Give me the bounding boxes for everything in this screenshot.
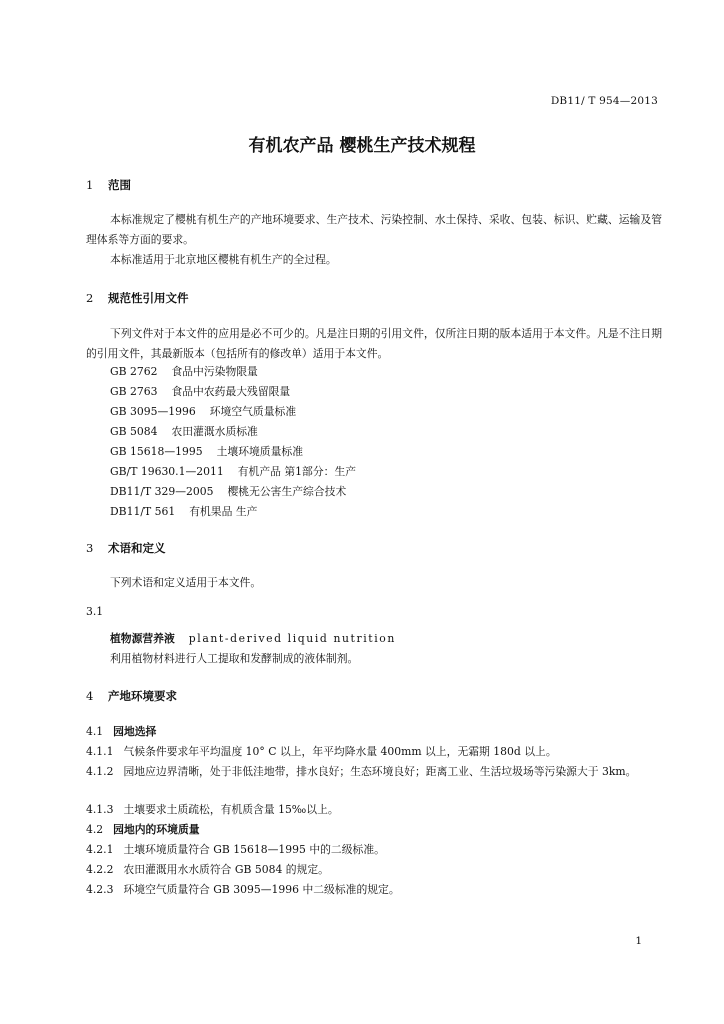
section-4-heading [86,688,177,704]
clause-text: 环境空气质量符合 GB 3095—1996 中二级标准的规定。 [123,883,400,896]
reference-name: 环境空气质量标准 [209,405,297,418]
clause-4-1-1 [86,744,557,759]
clause-number: 4.2.1 [86,843,114,856]
reference-item [110,384,290,399]
clause-text: 土壤要求土质疏松，有机质含量 15‰以上。 [123,803,339,816]
section-1-paragraph-2: 本标准适用于北京地区樱桃有机生产的全过程。 [110,253,337,266]
section-number: 2 [86,291,94,305]
term-english: plant-derived liquid nutrition [188,632,396,645]
reference-item [110,464,356,479]
clause-4-2-3 [86,882,400,897]
section-1-heading [86,177,131,193]
subsection-title: 园地选择 [113,725,157,738]
reference-item [110,504,257,519]
clause-4-2-1 [86,842,385,857]
reference-item [110,364,258,379]
clause-4-1-2 [86,762,660,782]
document-title: 有机农产品 樱桃生产技术规程 [248,136,476,156]
reference-name: 食品中污染物限量 [171,365,258,378]
subsection-number: 4.1 [86,725,104,738]
section-2-paragraph: 下列文件对于本文件的应用是必不可少的。凡是注日期的引用文件，仅所注日期的版本适用于本文件。凡是不注日期的引用文件，其最新版本（包括所有的修改单）适用于本文件。 [86,327,662,360]
reference-code: GB 2763 [110,385,158,398]
term-number: 3.1 [86,605,104,618]
reference-name: 土壤环境质量标准 [216,445,303,458]
term-entry [110,631,396,646]
reference-item [110,484,346,499]
reference-item [110,444,303,459]
section-3-paragraph: 下列术语和定义适用于本文件。 [110,576,262,589]
clause-number: 4.1.1 [86,745,114,758]
clause-number: 4.2.2 [86,863,114,876]
section-title: 范围 [108,178,131,192]
reference-code: GB 3095—1996 [110,405,196,418]
section-number: 1 [86,178,94,192]
standard-code: DB11/ T 954—2013 [550,95,658,107]
clause-4-1-3 [86,802,339,817]
page-number: 1 [635,935,642,947]
reference-name: 有机产品 第1部分：生产 [237,465,357,478]
term-definition: 利用植物材料进行人工提取和发酵制成的液体制剂。 [110,652,359,665]
clause-number: 4.1.2 [86,765,114,778]
reference-code: GB 5084 [110,425,158,438]
section-title: 产地环境要求 [108,689,177,703]
reference-code: DB11/T 561 [110,505,176,518]
term-chinese: 植物源营养液 [110,632,175,645]
subsection-number: 4.2 [86,823,104,836]
section-title: 术语和定义 [108,541,166,555]
reference-item [110,424,258,439]
subsection-title: 园地内的环境质量 [113,823,200,836]
reference-name: 食品中农药最大残留限量 [171,385,291,398]
reference-code: GB/T 19630.1—2011 [110,465,224,478]
section-2-heading [86,290,189,306]
subsection-4-1 [86,724,156,739]
section-title: 规范性引用文件 [108,291,189,305]
clause-text: 园地应边界清晰，处于非低洼地带，排水良好；生态环境良好；距离工业、生活垃圾场等污染源大于 3km。 [123,765,637,778]
reference-code: GB 2762 [110,365,158,378]
reference-code: GB 15618—1995 [110,445,203,458]
clause-text: 气候条件要求年平均温度 10° C 以上，年平均降水量 400mm 以上，无霜期 180d 以上。 [123,745,557,758]
clause-number: 4.1.3 [86,803,114,816]
clause-number: 4.2.3 [86,883,114,896]
section-3-heading [86,540,166,556]
section-1-paragraph-1: 本标准规定了樱桃有机生产的产地环境要求、生产技术、污染控制、水土保持、采收、包装、标识、贮藏、运输及管理体系等方面的要求。 [86,213,662,246]
reference-code: DB11/T 329—2005 [110,485,214,498]
section-number: 4 [86,689,94,703]
section-number: 3 [86,541,94,555]
reference-name: 农田灌溉水质标准 [171,425,258,438]
reference-item [110,404,296,419]
subsection-4-2 [86,822,200,837]
reference-name: 有机果品 生产 [189,505,258,518]
clause-text: 土壤环境质量符合 GB 15618—1995 中的二级标准。 [123,843,385,856]
reference-name: 樱桃无公害生产综合技术 [227,485,347,498]
clause-text: 农田灌溉用水水质符合 GB 5084 的规定。 [123,863,329,876]
clause-4-2-2 [86,862,329,877]
